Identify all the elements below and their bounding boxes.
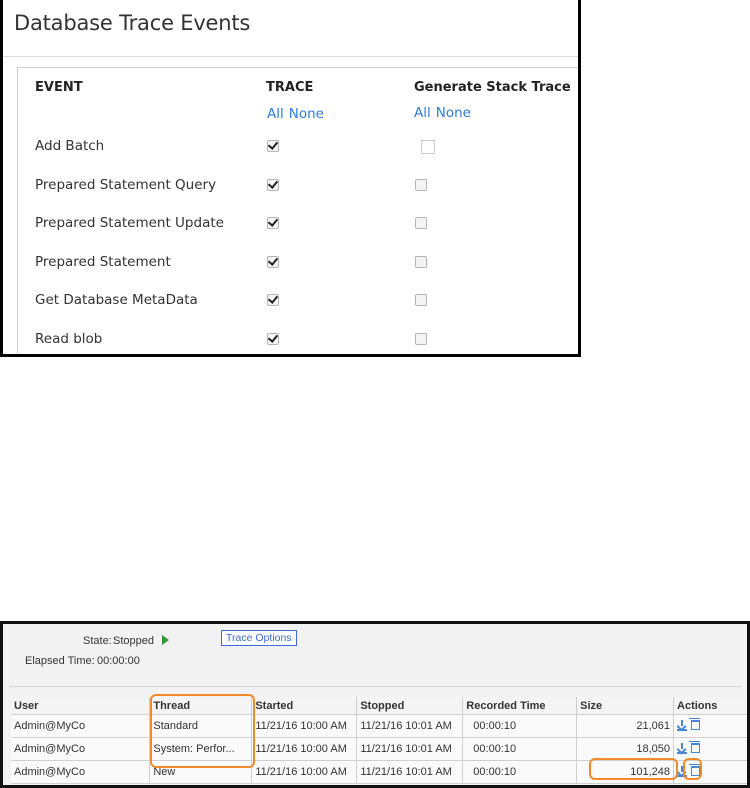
table-header-row xyxy=(11,697,749,715)
stopped-cell: 11/21/16 10:01 AM xyxy=(357,715,463,738)
column-header-actions: Actions xyxy=(674,697,749,715)
stack-trace-checkbox[interactable] xyxy=(421,140,435,154)
state-value: Stopped xyxy=(113,635,154,647)
stack-trace-checkbox[interactable] xyxy=(415,256,427,268)
event-label: Read blob xyxy=(35,331,103,347)
stopped-cell: 11/21/16 10:01 AM xyxy=(357,761,463,784)
thread-cell: New xyxy=(150,761,252,784)
download-icon[interactable] xyxy=(677,766,687,776)
trace-checkbox[interactable] xyxy=(267,179,279,191)
stack-trace-checkbox[interactable] xyxy=(415,333,427,345)
event-label: Add Batch xyxy=(35,138,105,154)
started-cell: 11/21/16 10:00 AM xyxy=(252,715,357,738)
column-header-size[interactable]: Size xyxy=(577,697,674,715)
column-header-stopped[interactable]: Stopped xyxy=(357,697,463,715)
trace-all-link[interactable]: All xyxy=(267,106,284,122)
trace-runs-table xyxy=(11,697,749,784)
user-cell: Admin@MyCo xyxy=(11,761,150,784)
size-cell: 101,248 xyxy=(577,761,674,784)
table-row[interactable] xyxy=(11,715,749,738)
stack-trace-checkbox[interactable] xyxy=(415,217,427,229)
trash-icon[interactable] xyxy=(691,743,700,753)
stack-none-link[interactable]: None xyxy=(435,105,471,121)
stack-trace-checkbox[interactable] xyxy=(415,179,427,191)
events-table xyxy=(17,67,581,357)
recorded-time-cell: 00:00:10 xyxy=(463,738,577,761)
stack-all-link[interactable]: All xyxy=(414,105,431,121)
download-icon[interactable] xyxy=(677,720,687,730)
table-row[interactable] xyxy=(11,738,749,761)
trace-quick-select xyxy=(267,106,329,122)
stopped-cell: 11/21/16 10:01 AM xyxy=(357,738,463,761)
stack-quick-select xyxy=(414,105,476,121)
play-icon[interactable] xyxy=(162,635,169,645)
event-label: Prepared Statement Query xyxy=(35,177,217,193)
started-cell: 11/21/16 10:00 AM xyxy=(252,738,357,761)
thread-cell: System: Perfor... xyxy=(150,738,252,761)
title-divider xyxy=(3,56,578,57)
stack-trace-checkbox[interactable] xyxy=(415,294,427,306)
size-cell: 18,050 xyxy=(577,738,674,761)
trace-checkbox[interactable] xyxy=(267,333,279,345)
column-header-user[interactable]: User xyxy=(11,697,150,715)
actions-cell xyxy=(674,761,749,784)
event-column-header: EVENT xyxy=(35,80,83,95)
trace-checkbox[interactable] xyxy=(267,294,279,306)
panel-divider xyxy=(9,686,741,687)
elapsed-time-value: 00:00:00 xyxy=(97,655,140,667)
download-icon[interactable] xyxy=(677,743,687,753)
actions-cell xyxy=(674,738,749,761)
table-row[interactable] xyxy=(11,761,749,784)
trash-icon[interactable] xyxy=(691,766,700,776)
event-label: Prepared Statement Update xyxy=(35,215,224,231)
column-header-started[interactable]: Started xyxy=(252,697,357,715)
column-header-recorded-time[interactable]: Recorded Time xyxy=(463,697,577,715)
actions-cell xyxy=(674,715,749,738)
tracer-runs-panel xyxy=(0,621,750,788)
thread-cell: Standard xyxy=(150,715,252,738)
event-label: Get Database MetaData xyxy=(35,292,198,308)
started-cell: 11/21/16 10:00 AM xyxy=(252,761,357,784)
event-label: Prepared Statement xyxy=(35,254,171,270)
trace-options-button[interactable]: Trace Options xyxy=(221,630,297,646)
recorded-time-cell: 00:00:10 xyxy=(463,761,577,784)
trace-column-header: TRACE xyxy=(266,80,314,95)
column-header-thread[interactable]: Thread xyxy=(150,697,252,715)
trace-checkbox[interactable] xyxy=(267,140,279,152)
trace-checkbox[interactable] xyxy=(267,256,279,268)
panel-title: Database Trace Events xyxy=(14,11,251,35)
user-cell: Admin@MyCo xyxy=(11,738,150,761)
trace-none-link[interactable]: None xyxy=(288,106,324,122)
state-label: State: xyxy=(83,635,112,647)
size-cell: 21,061 xyxy=(577,715,674,738)
elapsed-time-label: Elapsed Time: xyxy=(25,655,95,667)
stack-trace-column-header: Generate Stack Trace xyxy=(414,80,571,95)
user-cell: Admin@MyCo xyxy=(11,715,150,738)
database-trace-events-panel xyxy=(0,0,581,357)
trash-icon[interactable] xyxy=(691,720,700,730)
trace-checkbox[interactable] xyxy=(267,217,279,229)
recorded-time-cell: 00:00:10 xyxy=(463,715,577,738)
